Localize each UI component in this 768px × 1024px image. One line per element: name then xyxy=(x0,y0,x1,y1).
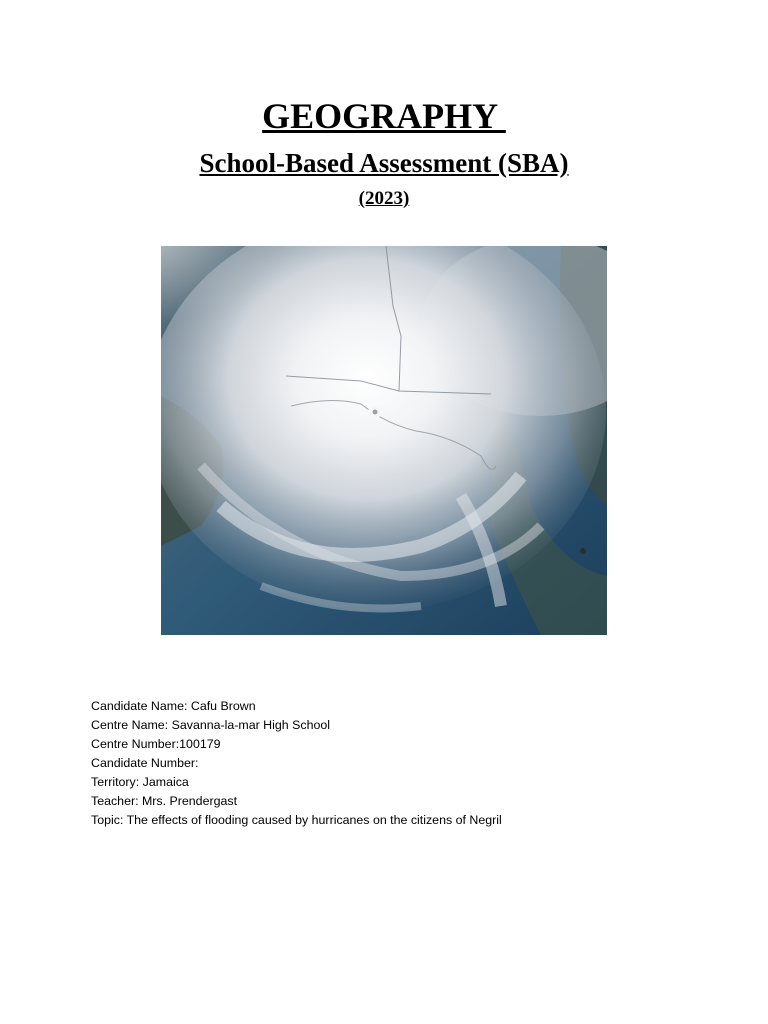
territory-line xyxy=(91,773,502,792)
centre-name-value: Savanna-la-mar High School xyxy=(171,718,330,732)
centre-number-label: Centre Number: xyxy=(91,737,180,751)
teacher-value: Mrs. Prendergast xyxy=(141,794,238,808)
teacher-label: Teacher: xyxy=(91,794,139,808)
candidate-name-label: Candidate Name: xyxy=(91,699,188,713)
assessment-title: School-Based Assessment (SBA) xyxy=(199,148,569,178)
teacher-line xyxy=(91,792,502,811)
topic-label: Topic: xyxy=(91,813,124,827)
candidate-number-line xyxy=(91,754,502,773)
territory-value: Jamaica xyxy=(142,775,189,789)
topic-line xyxy=(91,811,502,830)
territory-label: Territory: xyxy=(91,775,140,789)
centre-name-line xyxy=(91,716,502,735)
candidate-details xyxy=(91,697,502,830)
candidate-number-label: Candidate Number: xyxy=(91,756,199,770)
centre-number-value: 100179 xyxy=(179,737,221,751)
candidate-name-line xyxy=(91,697,502,716)
centre-number-line xyxy=(91,735,502,754)
hurricane-satellite-image xyxy=(161,246,607,635)
candidate-name-value: Cafu Brown xyxy=(190,699,256,713)
assessment-year: (2023) xyxy=(358,188,410,209)
centre-name-label: Centre Name: xyxy=(91,718,169,732)
topic-value: The effects of flooding caused by hurricanes on the citizens of Negril xyxy=(126,813,502,827)
page-title: GEOGRAPHY xyxy=(262,96,506,136)
